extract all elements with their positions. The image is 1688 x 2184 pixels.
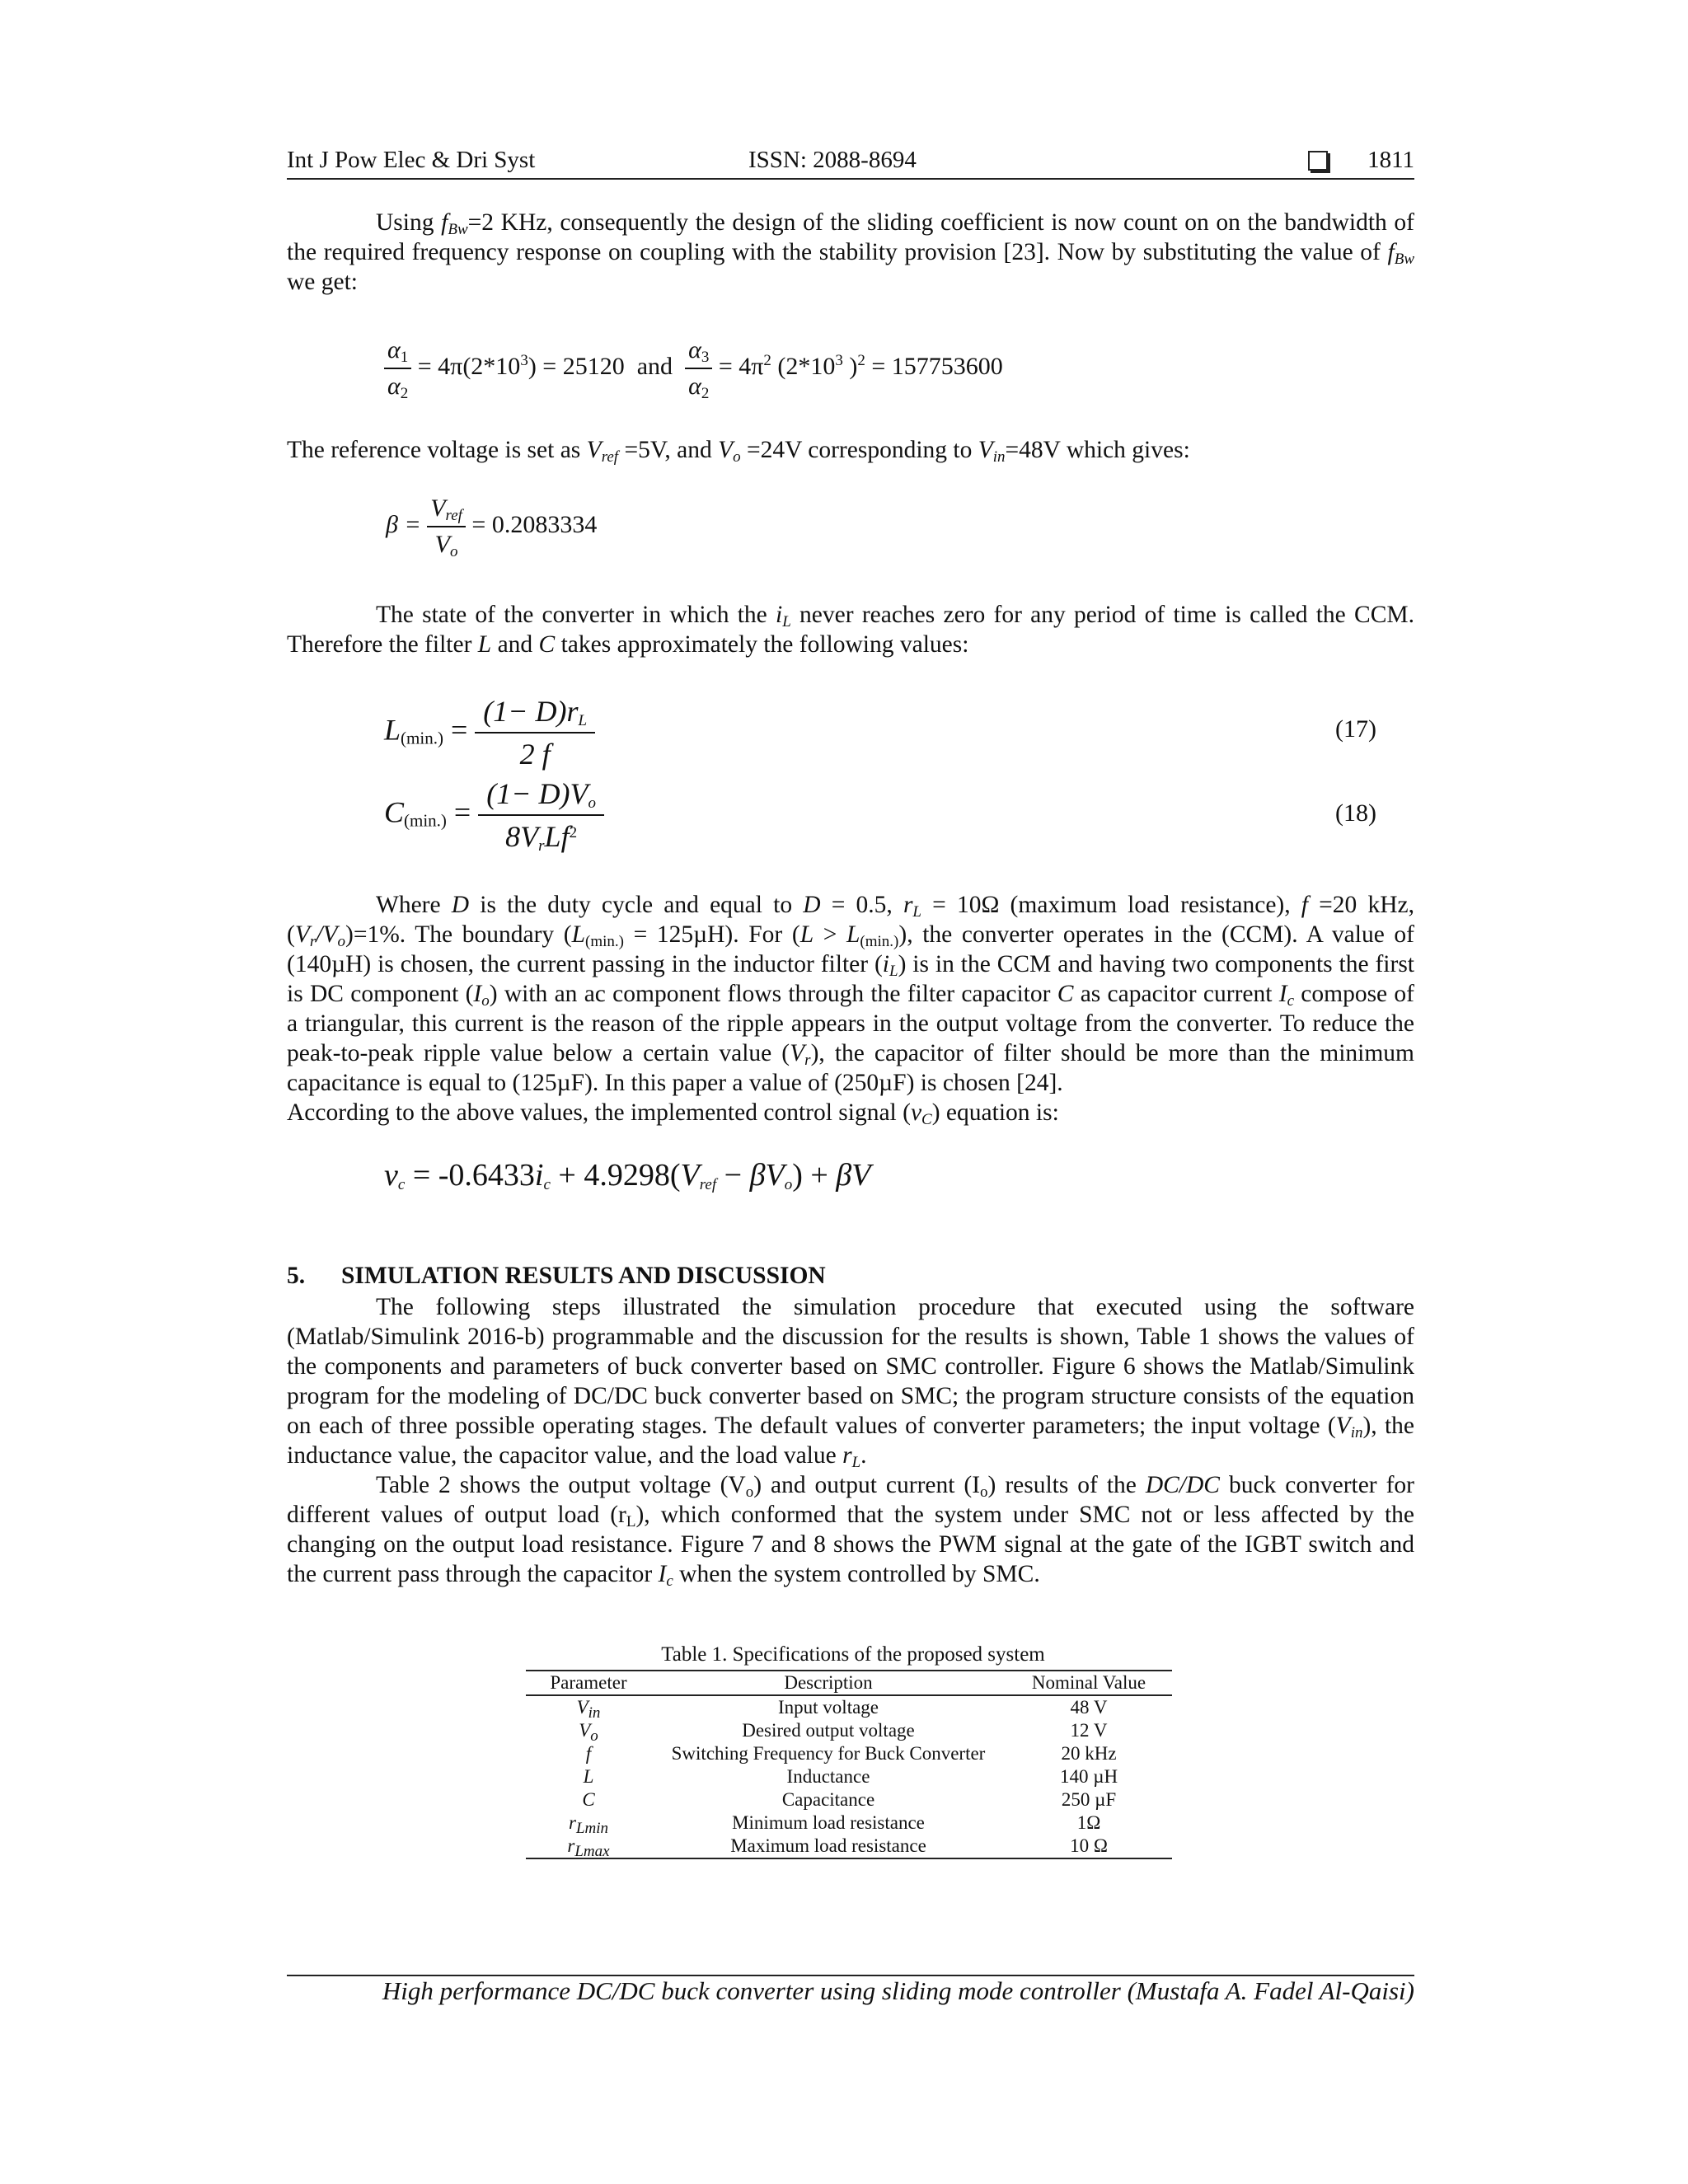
journal-name: Int J Pow Elec & Dri Syst xyxy=(287,147,536,173)
text: compose of a triangular, this current is the reason of the ripple appears in the output voltage from the converter. To reduce the peak-to-peak ripple value below a certain value ( xyxy=(287,981,1414,1066)
text: (1− D)r xyxy=(483,695,579,728)
text: ), the inductance value, the capacitor value, and the load value xyxy=(287,1413,1414,1469)
param-symbol: L xyxy=(583,1766,594,1787)
param-symbol: f xyxy=(585,1743,592,1764)
subscript: L xyxy=(889,963,898,980)
header-right xyxy=(1308,147,1414,174)
table-caption: Table 1. Specifications of the proposed system xyxy=(661,1643,1045,1666)
symbol: f xyxy=(1387,239,1395,265)
text: = 4π(2*10 xyxy=(417,352,521,380)
text: = -0.6433 xyxy=(405,1158,535,1193)
symbol: V xyxy=(790,1040,805,1066)
text: ) is in the CCM and having two components the first is DC component ( xyxy=(287,951,1414,1007)
symbol: D xyxy=(803,892,821,918)
paragraph-control-signal xyxy=(287,1098,1414,1127)
symbol: L xyxy=(571,921,586,948)
subscript: L xyxy=(578,712,588,729)
description-cell: Input voltage xyxy=(778,1697,879,1718)
text: = 157753600 xyxy=(865,352,1003,380)
text: )=1%. The boundary ( xyxy=(345,921,572,948)
text: we get: xyxy=(287,269,359,295)
subscript: r xyxy=(804,1052,811,1069)
symbol: α xyxy=(387,336,401,363)
text: = 10Ω (maximum load resistance), xyxy=(921,892,1301,918)
subscript: (min.) xyxy=(585,933,624,950)
issn: ISSN: 2088-8694 xyxy=(748,147,917,173)
symbol: α xyxy=(387,373,401,400)
text: =5V, and xyxy=(618,437,719,463)
subscript: 3 xyxy=(701,349,710,366)
text: ) and output current (I xyxy=(753,1472,981,1498)
symbol: V xyxy=(1335,1413,1351,1439)
subscript: o xyxy=(337,933,345,950)
symbol: V xyxy=(430,494,446,522)
value-cell: 10 Ω xyxy=(1006,1835,1172,1858)
subscript: C xyxy=(921,1111,932,1128)
symbol: v xyxy=(910,1099,922,1126)
description-cell: Maximum load resistance xyxy=(651,1835,1006,1858)
superscript: 2 xyxy=(763,351,771,369)
text: DC/DC xyxy=(1145,1472,1220,1498)
value-cell: 140 µH xyxy=(1059,1766,1118,1787)
fraction-l-min xyxy=(475,694,595,771)
subscript: 2 xyxy=(400,385,409,402)
table-row xyxy=(526,1695,1172,1719)
equation-18 xyxy=(384,776,604,854)
text: = xyxy=(450,713,468,747)
text: = 125µH). For ( xyxy=(624,921,800,948)
subscript: c xyxy=(397,1176,406,1193)
subscript: r xyxy=(309,933,316,950)
text: =20 kHz, ( xyxy=(287,892,1414,948)
text: = 4π xyxy=(718,352,764,380)
text: ) = 25120 xyxy=(528,352,625,380)
superscript: 2 xyxy=(857,351,865,369)
text: =24V corresponding to xyxy=(740,437,978,463)
subscript: L xyxy=(912,903,921,921)
text: =48V which gives: xyxy=(1005,437,1190,463)
symbol: V xyxy=(322,921,338,948)
description-cell: Minimum load resistance xyxy=(732,1812,925,1833)
subscript: (min.) xyxy=(401,728,443,748)
section-heading xyxy=(287,1263,826,1290)
subscript: c xyxy=(666,1572,673,1590)
text: 8V xyxy=(505,820,539,853)
symbol: L xyxy=(384,713,401,747)
param-symbol: r xyxy=(568,1812,576,1833)
equation-alpha xyxy=(384,336,1003,401)
table-row xyxy=(526,1811,1172,1835)
fraction-vref-vo xyxy=(427,494,466,559)
description-cell: Switching Frequency for Buck Converter xyxy=(671,1743,986,1764)
symbol: C xyxy=(1057,981,1074,1007)
table-row xyxy=(526,1765,1172,1788)
paragraph-ccm xyxy=(287,600,1414,659)
square-box-icon xyxy=(1308,151,1328,171)
fraction-c-min xyxy=(478,776,604,854)
subscript: o xyxy=(588,794,596,812)
text: ) xyxy=(842,352,858,380)
symbol: r xyxy=(903,892,913,918)
paragraph-fbw xyxy=(287,208,1414,297)
subscript: o xyxy=(481,992,490,1010)
text: and xyxy=(636,352,673,380)
text: Using xyxy=(376,209,442,236)
text: + 4.9298( xyxy=(550,1158,681,1193)
text: ), the converter operates in the (CCM). A value of (140µH) is chosen, the current passing in the inductor filter ( xyxy=(287,921,1414,977)
subscript: o xyxy=(449,543,458,560)
superscript: 3 xyxy=(835,351,843,369)
description-cell: Desired output voltage xyxy=(742,1720,915,1741)
superscript: 3 xyxy=(520,351,528,369)
value-cell: 48 V xyxy=(1070,1697,1108,1718)
equation-number-18: (18) xyxy=(1335,799,1376,827)
running-footer: High performance DC/DC buck converter using sliding mode controller (Mustafa A. Fadel Al-Qaisi) xyxy=(382,1976,1414,2005)
paragraph-boundary xyxy=(287,890,1414,1098)
symbol: α xyxy=(688,336,701,363)
text: . xyxy=(860,1442,867,1469)
text: buck converter for different values of output load (r xyxy=(287,1472,1414,1528)
section-title: SIMULATION RESULTS AND DISCUSSION xyxy=(341,1263,826,1289)
symbol: C xyxy=(384,795,405,829)
text: (1− D)V xyxy=(486,777,588,810)
text: Table 2 shows the output voltage (V xyxy=(376,1472,746,1498)
symbol: V xyxy=(718,437,734,463)
param-subscript: in xyxy=(588,1704,601,1722)
equation-beta xyxy=(386,494,597,559)
table-row xyxy=(526,1719,1172,1742)
text: = 0.5, xyxy=(820,892,903,918)
text: (2*10 xyxy=(771,352,836,380)
symbol: β = xyxy=(386,510,421,538)
subscript: in xyxy=(1350,1424,1363,1441)
subscript: 2 xyxy=(701,385,710,402)
symbol: I xyxy=(1278,981,1287,1007)
text: The reference voltage is set as xyxy=(287,437,587,463)
paragraph-vref xyxy=(287,435,1414,465)
symbol: f xyxy=(1301,892,1308,918)
symbol: i xyxy=(534,1158,544,1193)
page-number: 1811 xyxy=(1367,147,1414,173)
text: 2 f xyxy=(519,738,551,771)
section-number: 5. xyxy=(287,1263,306,1289)
header-description: Description xyxy=(651,1671,1006,1695)
text: The following steps illustrated the simulation procedure that executed using the software (Matlab/Simulink 2016-b) programmable and the discussion for the results is shown, Table 1 shows the values of the components and parameters of buck converter based on SMC controller. Figure 6 shows the Matlab/Simulink program for the modeling of DC/DC buck converter based on SMC; the program structure consists of the equation on each of three possible operating stages. The default values of converter parameters; the input voltage ( xyxy=(287,1294,1414,1439)
symbol: f xyxy=(441,209,448,236)
superscript: 2 xyxy=(569,824,578,841)
text: as capacitor current xyxy=(1073,981,1279,1007)
subscript: ref xyxy=(445,507,462,524)
value-cell: 250 µF xyxy=(1061,1789,1117,1810)
subscript: Bw xyxy=(1394,251,1414,268)
equation-number-17: (17) xyxy=(1335,715,1376,743)
subscript: L xyxy=(626,1513,636,1530)
header-nominal-value: Nominal Value xyxy=(1006,1671,1172,1695)
text: and xyxy=(491,631,539,658)
subscript: 1 xyxy=(400,349,409,366)
table-row xyxy=(526,1788,1172,1811)
subscript: L xyxy=(851,1454,861,1471)
specifications-table xyxy=(526,1670,1172,1859)
text: Where xyxy=(376,892,452,918)
subscript: ref xyxy=(601,448,619,466)
symbol: βV xyxy=(836,1158,871,1193)
value-cell: 1Ω xyxy=(1076,1812,1101,1833)
param-subscript: Lmin xyxy=(575,1820,609,1837)
subscript: (min.) xyxy=(404,810,447,831)
symbol: C xyxy=(538,631,556,658)
paragraph-table2 xyxy=(287,1470,1414,1589)
description-cell: Inductance xyxy=(786,1766,870,1787)
text: − xyxy=(716,1158,750,1193)
subscript: in xyxy=(992,448,1006,466)
equation-17 xyxy=(384,694,595,771)
subscript: (min.) xyxy=(860,933,899,950)
param-symbol: C xyxy=(582,1789,595,1810)
subscript: ref xyxy=(699,1176,717,1193)
text: ) + xyxy=(792,1158,837,1193)
symbol: / xyxy=(316,921,323,948)
symbol: v xyxy=(384,1158,398,1193)
text: > xyxy=(814,921,846,948)
table-row xyxy=(526,1835,1172,1858)
subscript: o xyxy=(733,448,741,466)
subscript: o xyxy=(784,1176,793,1193)
text: Lf xyxy=(544,820,570,853)
text: when the system controlled by SMC. xyxy=(673,1561,1040,1587)
value-cell: 20 kHz xyxy=(1061,1743,1117,1764)
symbol: V xyxy=(680,1158,700,1193)
symbol: D xyxy=(451,892,470,918)
subscript: o xyxy=(980,1483,988,1501)
symbol: I xyxy=(473,981,482,1007)
subscript: r xyxy=(538,837,545,855)
symbol: i xyxy=(882,951,889,977)
text: ) with an ac component flows through the filter capacitor xyxy=(489,981,1057,1007)
text: ), the capacitor of filter should be more than the minimum capacitance is equal to (125µF). In this paper a value of (250µF) is chosen [24]. xyxy=(287,1040,1414,1096)
subscript: L xyxy=(782,613,791,630)
text: is the duty cycle and equal to xyxy=(469,892,804,918)
symbol: α xyxy=(688,373,701,400)
fraction-alpha1-alpha2 xyxy=(384,336,411,401)
subscript: o xyxy=(745,1483,754,1501)
description-cell: Capacitance xyxy=(781,1789,875,1810)
subscript: Bw xyxy=(448,221,468,238)
table-row xyxy=(526,1742,1172,1765)
symbol: V xyxy=(294,921,310,948)
symbol: V xyxy=(978,437,993,463)
symbol: V xyxy=(586,437,602,463)
text: never reaches zero for any period of time is called the CCM. Therefore the filter xyxy=(287,602,1414,658)
text: =2 KHz, consequently the design of the sliding coefficient is now count on on the bandwidth of the required frequency response on coupling with the stability provision [23]. Now by substituting the value of xyxy=(287,209,1414,265)
fraction-alpha3-alpha2 xyxy=(685,336,712,401)
symbol: I xyxy=(658,1561,667,1587)
symbol: L xyxy=(799,921,814,948)
text: takes approximately the following values: xyxy=(555,631,969,658)
text: ) results of the xyxy=(987,1472,1146,1498)
text: = 0.2083334 xyxy=(471,510,598,538)
subscript: c xyxy=(543,1176,551,1193)
param-symbol: V xyxy=(576,1697,588,1718)
page-header xyxy=(287,145,1414,180)
text: ), which conformed that the system under SMC not or less affected by the changing on the output load resistance. Figure 7 and 8 shows the PWM signal at the gate of the IGBT switch and the current pass through the capacitor xyxy=(287,1502,1414,1587)
param-symbol: V xyxy=(579,1720,591,1741)
subscript: c xyxy=(1287,992,1294,1010)
text: ) equation is: xyxy=(931,1099,1059,1126)
symbol: L xyxy=(477,631,492,658)
symbol: i xyxy=(776,602,783,628)
param-subscript: o xyxy=(590,1727,598,1745)
text: = xyxy=(453,795,471,829)
value-cell: 12 V xyxy=(1070,1720,1108,1741)
symbol: L xyxy=(846,921,860,948)
symbol: V xyxy=(434,531,450,558)
paragraph-simulation xyxy=(287,1292,1414,1470)
text: According to the above values, the implemented control signal ( xyxy=(287,1099,911,1126)
param-subscript: Lmax xyxy=(574,1843,610,1860)
table-header-row xyxy=(526,1671,1172,1695)
header-parameter: Parameter xyxy=(526,1671,651,1695)
equation-vc xyxy=(384,1157,870,1193)
text: The state of the converter in which the xyxy=(376,602,776,628)
symbol: βV xyxy=(749,1158,785,1193)
param-symbol: r xyxy=(567,1835,575,1856)
symbol: r xyxy=(842,1442,852,1469)
